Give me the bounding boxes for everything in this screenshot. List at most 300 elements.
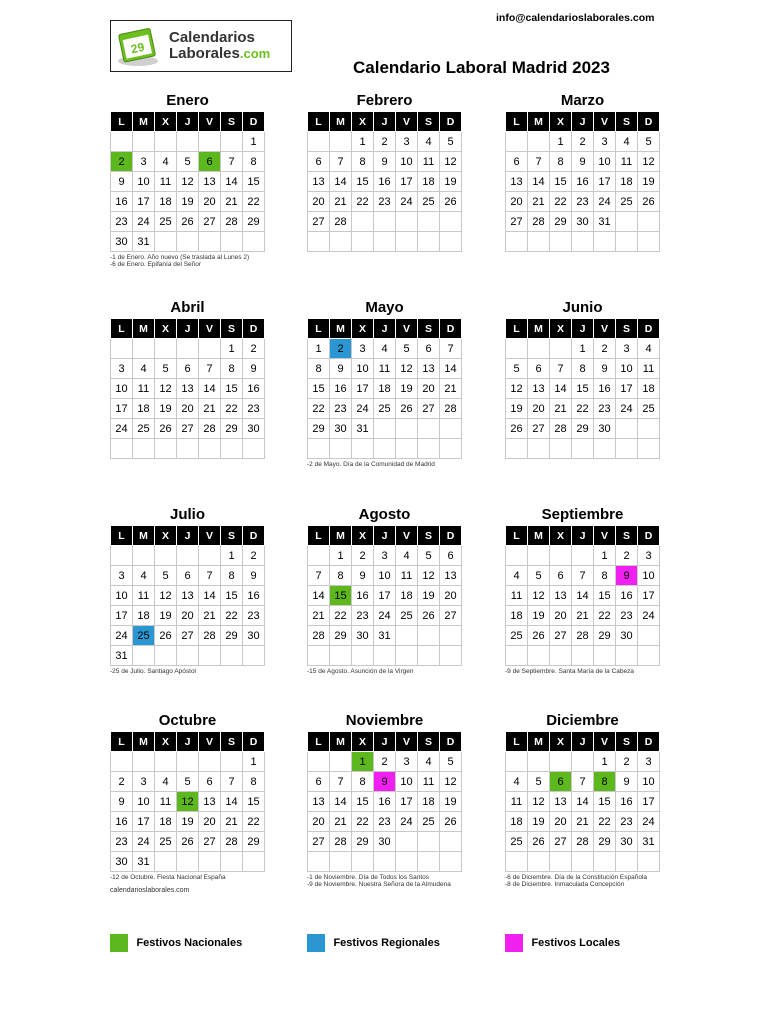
day-cell: 31 (594, 212, 616, 232)
day-cell: 28 (528, 212, 550, 232)
empty-day-cell (418, 212, 440, 232)
day-cell: 11 (133, 586, 155, 606)
weekday-header: V (199, 732, 221, 752)
month-name: Mayo (365, 299, 404, 316)
month-name: Septiembre (541, 506, 624, 523)
day-cell: 23 (374, 192, 396, 212)
month-name: Marzo (560, 92, 605, 109)
day-cell: 12 (440, 772, 462, 792)
day-cell: 29 (308, 419, 330, 439)
day-cell: 4 (418, 132, 440, 152)
weekday-header: S (418, 319, 440, 339)
day-cell: 4 (155, 152, 177, 172)
day-cell: 6 (440, 546, 462, 566)
month-abril (110, 298, 265, 459)
weekday-header: V (594, 319, 616, 339)
day-cell: 20 (177, 399, 199, 419)
day-cell: 2 (352, 546, 374, 566)
empty-day-cell (418, 626, 440, 646)
day-cell: 28 (199, 419, 221, 439)
empty-day-cell (243, 232, 265, 252)
day-cell: 19 (440, 792, 462, 812)
day-cell: 20 (550, 812, 572, 832)
weekday-header: S (616, 732, 638, 752)
day-cell: 16 (616, 586, 638, 606)
day-cell: 6 (199, 152, 221, 172)
weekday-header: D (243, 732, 265, 752)
empty-day-cell (528, 752, 550, 772)
weekday-header: S (418, 732, 440, 752)
weekday-header-row (506, 732, 660, 752)
month-enero (110, 91, 265, 268)
day-cell: 11 (155, 172, 177, 192)
weekday-header: J (572, 112, 594, 132)
day-cell: 3 (374, 546, 396, 566)
day-cell: 11 (506, 586, 528, 606)
day-cell: 14 (528, 172, 550, 192)
day-cell: 1 (243, 132, 265, 152)
day-cell: 18 (506, 606, 528, 626)
day-cell: 17 (638, 792, 660, 812)
day-cell: 5 (638, 132, 660, 152)
day-cell: 22 (572, 399, 594, 419)
day-cell: 18 (506, 812, 528, 832)
empty-day-cell (440, 439, 462, 459)
empty-day-cell (638, 232, 660, 252)
weekday-header: J (177, 526, 199, 546)
empty-day-cell (506, 546, 528, 566)
day-cell: 2 (616, 546, 638, 566)
day-cell: 9 (352, 566, 374, 586)
empty-day-cell (440, 852, 462, 872)
empty-day-cell (528, 646, 550, 666)
empty-day-cell (638, 626, 660, 646)
weekday-header: V (199, 319, 221, 339)
day-cell: 30 (111, 852, 133, 872)
day-cell: 13 (506, 172, 528, 192)
day-cell: 11 (418, 772, 440, 792)
empty-day-cell (550, 232, 572, 252)
day-cell: 20 (506, 192, 528, 212)
weekday-header: D (440, 319, 462, 339)
empty-day-cell (638, 419, 660, 439)
weekday-header: L (111, 112, 133, 132)
day-cell: 28 (330, 832, 352, 852)
day-cell: 29 (243, 212, 265, 232)
day-cell: 21 (308, 606, 330, 626)
empty-day-cell (199, 232, 221, 252)
day-cell: 2 (243, 546, 265, 566)
empty-day-cell (111, 439, 133, 459)
empty-day-cell (550, 439, 572, 459)
day-cell: 8 (352, 772, 374, 792)
empty-day-cell (111, 339, 133, 359)
week-row (111, 606, 265, 626)
day-cell: 2 (111, 152, 133, 172)
day-cell: 16 (111, 192, 133, 212)
day-cell: 8 (243, 152, 265, 172)
empty-day-cell (330, 232, 352, 252)
day-cell: 16 (330, 379, 352, 399)
day-cell: 9 (243, 359, 265, 379)
day-cell: 14 (221, 792, 243, 812)
day-cell: 25 (616, 192, 638, 212)
website-link[interactable]: calendarioslaborales.com (110, 887, 190, 894)
day-cell: 31 (638, 832, 660, 852)
day-cell: 11 (133, 379, 155, 399)
week-row (506, 379, 660, 399)
empty-day-cell (506, 232, 528, 252)
weekday-header: X (155, 319, 177, 339)
day-cell: 8 (243, 772, 265, 792)
week-row (506, 419, 660, 439)
week-row (506, 832, 660, 852)
empty-day-cell (616, 852, 638, 872)
day-cell: 22 (330, 606, 352, 626)
day-cell: 1 (308, 339, 330, 359)
day-cell: 21 (221, 192, 243, 212)
empty-day-cell (308, 852, 330, 872)
day-cell: 25 (374, 399, 396, 419)
day-cell: 29 (550, 212, 572, 232)
month-name: Febrero (356, 92, 413, 109)
day-cell: 17 (352, 379, 374, 399)
month-name: Junio (562, 299, 603, 316)
weekday-header: D (638, 319, 660, 339)
empty-day-cell (330, 646, 352, 666)
empty-day-cell (572, 646, 594, 666)
weekday-header: X (352, 526, 374, 546)
day-cell: 24 (111, 419, 133, 439)
empty-day-cell (133, 646, 155, 666)
weekday-header: J (572, 526, 594, 546)
empty-day-cell (418, 439, 440, 459)
contact-email-link[interactable]: info@calendarioslaborales.com (496, 12, 655, 24)
day-cell: 16 (572, 172, 594, 192)
weekday-header: J (374, 526, 396, 546)
weekday-header: X (155, 112, 177, 132)
day-cell: 4 (133, 359, 155, 379)
weekday-header: V (594, 112, 616, 132)
week-row (111, 359, 265, 379)
day-cell: 1 (594, 546, 616, 566)
day-cell: 5 (177, 152, 199, 172)
holiday-note: -1 de Enero. Año nuevo (Se traslada al Lunes 2) (110, 254, 250, 261)
day-cell: 12 (440, 152, 462, 172)
day-cell: 3 (616, 339, 638, 359)
day-cell: 24 (638, 606, 660, 626)
week-row (506, 172, 660, 192)
week-row (308, 192, 462, 212)
weekday-header: M (133, 526, 155, 546)
legend-label: Festivos Regionales (333, 937, 440, 949)
empty-day-cell (155, 132, 177, 152)
day-cell: 1 (243, 752, 265, 772)
day-cell: 13 (528, 379, 550, 399)
empty-day-cell (572, 546, 594, 566)
empty-day-cell (199, 852, 221, 872)
day-cell: 24 (638, 812, 660, 832)
weekday-header: M (528, 732, 550, 752)
weekday-header: J (374, 732, 396, 752)
empty-day-cell (440, 232, 462, 252)
day-cell: 20 (418, 379, 440, 399)
day-cell: 11 (374, 359, 396, 379)
empty-day-cell (616, 439, 638, 459)
day-cell: 7 (199, 566, 221, 586)
logo-text-line2: Laborales.com (169, 45, 271, 62)
day-cell: 30 (330, 419, 352, 439)
month-table (505, 318, 660, 459)
week-row (308, 152, 462, 172)
day-cell: 3 (638, 752, 660, 772)
day-cell: 11 (506, 792, 528, 812)
day-cell: 25 (418, 192, 440, 212)
day-cell: 27 (440, 606, 462, 626)
day-cell: 25 (638, 399, 660, 419)
day-cell: 26 (177, 212, 199, 232)
day-cell: 12 (506, 379, 528, 399)
holiday-note: -8 de Diciembre. Inmaculada Concepción (505, 881, 625, 888)
day-cell: 21 (440, 379, 462, 399)
month-julio (110, 505, 265, 675)
weekday-header: L (506, 732, 528, 752)
weekday-header: J (572, 732, 594, 752)
day-cell: 8 (352, 152, 374, 172)
empty-day-cell (418, 232, 440, 252)
empty-day-cell (506, 646, 528, 666)
day-cell: 31 (374, 626, 396, 646)
day-cell: 25 (506, 832, 528, 852)
empty-day-cell (418, 852, 440, 872)
day-cell: 5 (155, 359, 177, 379)
empty-day-cell (352, 232, 374, 252)
day-cell: 1 (352, 752, 374, 772)
month-noviembre (307, 711, 462, 888)
day-cell: 24 (594, 192, 616, 212)
day-cell: 23 (374, 812, 396, 832)
week-row (506, 646, 660, 666)
week-row (308, 546, 462, 566)
week-row (111, 792, 265, 812)
empty-day-cell (638, 212, 660, 232)
day-cell: 21 (199, 606, 221, 626)
day-cell: 21 (572, 812, 594, 832)
day-cell: 1 (330, 546, 352, 566)
day-cell: 11 (155, 792, 177, 812)
day-cell: 26 (528, 626, 550, 646)
day-cell: 18 (133, 399, 155, 419)
month-table (307, 731, 462, 872)
empty-day-cell (243, 646, 265, 666)
weekday-header: V (594, 526, 616, 546)
day-cell: 26 (418, 606, 440, 626)
empty-day-cell (330, 132, 352, 152)
day-cell: 9 (243, 566, 265, 586)
day-cell: 23 (111, 212, 133, 232)
month-table (505, 525, 660, 666)
day-cell: 20 (177, 606, 199, 626)
weekday-header: L (308, 319, 330, 339)
day-cell: 26 (177, 832, 199, 852)
day-cell: 25 (133, 419, 155, 439)
day-cell: 22 (352, 812, 374, 832)
day-cell: 23 (594, 399, 616, 419)
weekday-header-row (308, 526, 462, 546)
empty-day-cell (221, 752, 243, 772)
empty-day-cell (616, 419, 638, 439)
day-cell: 16 (616, 792, 638, 812)
week-row (308, 566, 462, 586)
day-cell: 30 (616, 626, 638, 646)
empty-day-cell (418, 646, 440, 666)
holiday-note: -15 de Agosto. Asunción de la Virgen (307, 668, 414, 675)
weekday-header: X (155, 732, 177, 752)
empty-day-cell (594, 852, 616, 872)
empty-day-cell (221, 439, 243, 459)
day-cell: 19 (396, 379, 418, 399)
empty-day-cell (133, 439, 155, 459)
week-row (111, 752, 265, 772)
empty-day-cell (243, 852, 265, 872)
day-cell: 11 (396, 566, 418, 586)
week-row (308, 339, 462, 359)
day-cell: 24 (396, 812, 418, 832)
week-row (506, 192, 660, 212)
week-row (111, 339, 265, 359)
day-cell: 23 (616, 812, 638, 832)
day-cell: 29 (330, 626, 352, 646)
month-agosto (307, 505, 462, 675)
empty-day-cell (221, 852, 243, 872)
weekday-header: V (594, 732, 616, 752)
holiday-note: -1 de Noviembre. Día de Todos los Santos (307, 874, 430, 881)
day-cell: 24 (133, 212, 155, 232)
empty-day-cell (616, 646, 638, 666)
week-row (308, 439, 462, 459)
day-cell: 28 (440, 399, 462, 419)
weekday-header: D (243, 526, 265, 546)
month-diciembre (505, 711, 660, 888)
day-cell: 16 (594, 379, 616, 399)
day-cell: 26 (638, 192, 660, 212)
empty-day-cell (133, 132, 155, 152)
day-cell: 26 (440, 192, 462, 212)
day-cell: 13 (440, 566, 462, 586)
day-cell: 14 (572, 792, 594, 812)
weekday-header: M (133, 112, 155, 132)
weekday-header: D (638, 526, 660, 546)
empty-day-cell (594, 232, 616, 252)
weekday-header: V (396, 526, 418, 546)
week-row (308, 212, 462, 232)
empty-day-cell (133, 339, 155, 359)
day-cell: 24 (374, 606, 396, 626)
day-cell: 24 (133, 832, 155, 852)
day-cell: 11 (418, 152, 440, 172)
day-cell: 1 (221, 339, 243, 359)
empty-day-cell (308, 132, 330, 152)
empty-day-cell (221, 132, 243, 152)
weekday-header: L (111, 732, 133, 752)
day-cell: 19 (177, 192, 199, 212)
week-row (111, 646, 265, 666)
weekday-header: D (638, 112, 660, 132)
day-cell: 27 (177, 419, 199, 439)
empty-day-cell (638, 439, 660, 459)
day-cell: 12 (638, 152, 660, 172)
empty-day-cell (111, 132, 133, 152)
week-row (111, 852, 265, 872)
day-cell: 6 (528, 359, 550, 379)
empty-day-cell (506, 852, 528, 872)
day-cell: 2 (572, 132, 594, 152)
weekday-header: S (221, 112, 243, 132)
empty-day-cell (308, 439, 330, 459)
day-cell: 21 (550, 399, 572, 419)
month-table (110, 525, 265, 666)
empty-day-cell (330, 439, 352, 459)
month-table (307, 525, 462, 666)
day-cell: 12 (396, 359, 418, 379)
day-cell: 19 (528, 812, 550, 832)
day-cell: 5 (506, 359, 528, 379)
day-cell: 17 (111, 606, 133, 626)
weekday-header: M (330, 112, 352, 132)
day-cell: 7 (330, 772, 352, 792)
day-cell: 16 (374, 172, 396, 192)
day-cell: 14 (330, 172, 352, 192)
empty-day-cell (396, 419, 418, 439)
day-cell: 4 (374, 339, 396, 359)
week-row (111, 399, 265, 419)
day-cell: 18 (155, 192, 177, 212)
empty-day-cell (155, 546, 177, 566)
holiday-note: -25 de Julio. Santiago Apóstol (110, 668, 197, 675)
week-row (308, 132, 462, 152)
day-cell: 24 (396, 192, 418, 212)
empty-day-cell (199, 439, 221, 459)
empty-day-cell (396, 832, 418, 852)
weekday-header: D (440, 112, 462, 132)
week-row (506, 752, 660, 772)
month-name: Noviembre (345, 712, 424, 729)
legend-item-nacional (110, 934, 242, 952)
legend-swatch-regional (307, 934, 325, 952)
day-cell: 28 (221, 212, 243, 232)
day-cell: 26 (155, 419, 177, 439)
week-row (308, 812, 462, 832)
month-name: Julio (169, 506, 205, 523)
day-cell: 27 (199, 832, 221, 852)
day-cell: 30 (352, 626, 374, 646)
weekday-header: L (308, 526, 330, 546)
holiday-note: -6 de Diciembre. Día de la Constitución Española (505, 874, 647, 881)
day-cell: 1 (572, 339, 594, 359)
day-cell: 19 (638, 172, 660, 192)
day-cell: 10 (374, 566, 396, 586)
empty-day-cell (177, 132, 199, 152)
holiday-note: -9 de Noviembre. Nuestra Señora de la Almudena (307, 881, 451, 888)
empty-day-cell (155, 752, 177, 772)
day-cell: 13 (177, 379, 199, 399)
day-cell: 18 (418, 172, 440, 192)
day-cell: 2 (330, 339, 352, 359)
empty-day-cell (638, 852, 660, 872)
week-row (506, 626, 660, 646)
weekday-header: X (352, 112, 374, 132)
legend-swatch-local (505, 934, 523, 952)
